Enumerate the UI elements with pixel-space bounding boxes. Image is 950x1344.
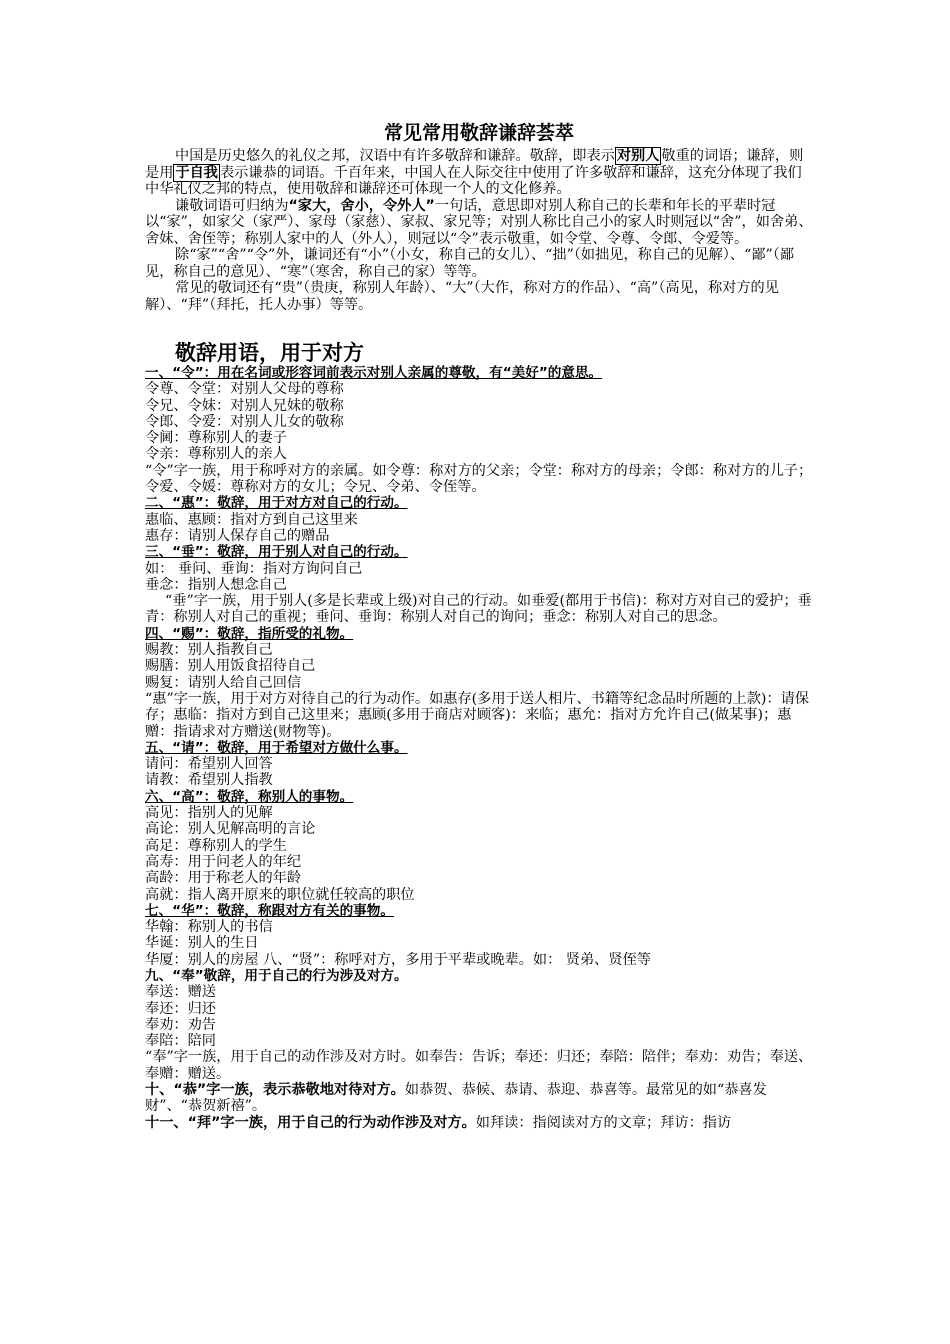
intro-paragraph-1 <box>145 148 813 198</box>
list-item: 高足：尊称别人的学生 <box>145 837 287 854</box>
section-10 <box>145 1082 813 1115</box>
intro-paragraph-4: 常见的敬词还有“贵”（贵庚，称别人年龄）、“大”（大作，称对方的作品）、“高”（高见，称对方的见解）、“拜”（拜托，托人办事）等等。 <box>145 280 779 313</box>
section-title: 敬辞用语，用于对方 <box>175 341 364 365</box>
section-heading-2: 二、“惠”：敬辞，用于对方对自己的行动。 <box>145 495 408 512</box>
list-item: 高论：别人见解高明的言论 <box>145 821 316 838</box>
section-heading-3: 三、“垂”：敬辞，用于别人对自己的行动。 <box>145 544 408 561</box>
intro <box>145 148 813 313</box>
list-item: 赐膳：别人用饭食招待自己 <box>145 658 316 675</box>
list-item: 垂念：指别人想念自己 <box>145 576 287 593</box>
list-item: 请问：希望别人回答 <box>145 756 273 773</box>
list-item: 赐复：请别人给自己回信 <box>145 674 302 691</box>
intro-text: 敬重的词语；谦辞，则是用 <box>145 148 804 181</box>
list-item: 惠临、惠顾：指对方到自己这里来 <box>145 511 358 528</box>
list-item: 惠存：请别人保存自己的赠品 <box>145 527 330 544</box>
section-11 <box>145 1115 813 1131</box>
list-item: 令兄、令妹：对别人兄妹的敬称 <box>145 397 344 414</box>
list-item: 赐教：别人指教自己 <box>145 642 273 659</box>
explanation-paragraph: “令”字一族，用于称呼对方的亲属。如令尊：称对方的父亲；令堂：称对方的母亲；令郎：称对方的儿子；令爱、令媛：尊称对方的女儿；令兄、令弟、令侄等。 <box>145 462 813 496</box>
list-item: 华厦：别人的房屋 八、“贤”：称呼对方，多用于平辈或晚辈。如： 贤弟、贤侄等 <box>145 951 651 968</box>
explanation-paragraph: “垂”字一族，用于别人(多是长辈或上级)对自己的行动。如垂爱(都用于书信)：称对方对自己的爱护；垂青：称别人对自己的重视；垂问、垂询：称别人对自己的询问；垂念：称别人对自己的思念。 <box>145 593 812 626</box>
section-heading-9: 九、“奉”敬辞，用于自己的行为涉及对方。 <box>145 967 408 984</box>
list-item: 华翰：称别人的书信 <box>145 919 273 936</box>
key-phrase: “家大，舍小，令外人” <box>288 197 435 214</box>
list-item: 奉还：归还 <box>145 1000 216 1017</box>
intro-paragraph-3: 除“家”“舍”“令”外，谦词还有“小”（小女，称自己的女儿）、“拙”（如拙见，称自己的见解）、“鄙”（鄙见，称自己的意见）、“寒”（寒舍，称自己的家）等等。 <box>145 247 795 280</box>
boxed-term: 于自我 <box>175 164 218 181</box>
section-heading-7: 七、“华”：敬辞，称跟对方有关的事物。 <box>145 902 394 919</box>
list-item: 奉劝：劝告 <box>145 1016 216 1033</box>
section-10-text: 如恭贺、恭候、恭请、恭迎、恭喜等。最常见的如“恭喜发财”、“恭贺新禧”。 <box>145 1082 767 1115</box>
list-item: 高寿：用于问老人的年纪 <box>145 853 302 870</box>
boxed-term: 对别人 <box>616 148 660 164</box>
list-item: 高就：指人离开原来的职位就任较高的职位 <box>145 886 415 903</box>
intro-text: 谦敬词语可归纳为 <box>175 197 289 214</box>
section-heading-10: 十、“恭”字一族，表示恭敬地对待对方。 <box>145 1082 405 1099</box>
section-heading-5: 五、“请”：敬辞，用于希望对方做什么事。 <box>145 739 408 756</box>
explanation-paragraph: “惠”字一族，用于对方对待自己的行为动作。如惠存(多用于送人相片、书籍等纪念品时所题的上款)：请保存；惠临：指对方到自己这里来；惠顾(多用于商店对顾客)：来临；惠允：指对方允许自己(做某事)；惠赠：指请求对方赠送(财物等)。 <box>145 690 810 740</box>
intro-text: 表示谦恭的词语。千百年来，中国人在人际交往中使用了许多敬辞和谦辞，这充分体现了我们中华礼仪之邦的特点，使用敬辞和谦辞还可体现一个人的文化修养。 <box>145 164 802 197</box>
section-11-text: 如拜读：指阅读对方的文章；拜访：指访 <box>475 1114 732 1131</box>
list-item: 如： 垂问、垂询：指对方询问自己 <box>145 560 363 577</box>
honorific-list <box>145 365 813 1131</box>
section-heading-11: 十一、“拜”字一族，用于自己的行为动作涉及对方。 <box>145 1114 476 1131</box>
intro-paragraph-2 <box>145 198 813 248</box>
section-heading-1: 一、“令”：用在名词或形容词前表示对别人亲属的尊敬，有“美好”的意思。 <box>145 365 603 381</box>
list-item: 华诞：别人的生日 <box>145 935 259 952</box>
list-item: 请教：希望别人指教 <box>145 772 273 789</box>
section-heading-6: 六、“高”：敬辞，称别人的事物。 <box>145 788 354 805</box>
list-item: 令阃：尊称别人的妻子 <box>145 430 287 447</box>
page-title: 常见常用敬辞谦辞荟萃 <box>383 122 574 144</box>
spacer <box>145 313 813 341</box>
list-item: 高见：指别人的见解 <box>145 805 273 822</box>
list-item: 令郎、令爱：对别人儿女的敬称 <box>145 413 344 430</box>
intro-text: 中国是历史悠久的礼仪之邦，汉语中有许多敬辞和谦辞。敬辞，即表示 <box>175 148 615 164</box>
list-item: 奉送：赠送 <box>145 984 216 1001</box>
section-heading-4: 四、“赐”：敬辞，指所受的礼物。 <box>145 625 354 642</box>
list-item: 令尊、令堂：对别人父母的尊称 <box>145 381 344 398</box>
list-item: 奉陪：陪同 <box>145 1033 216 1050</box>
document-page <box>145 118 813 1131</box>
list-item: 令亲：尊称别人的亲人 <box>145 446 287 463</box>
intro-text: 一句话，意思即对别人称自己的长辈和年长的平辈时冠以“家”，如家父（家严）、家母（家慈）、家叔、家兄等；对别人称比自己小的家人时则冠以“舍”，如舍弟、舍妹、舍侄等；称别人家中的人（外人），则冠以“令”表示敬重，如令堂、令尊、令郎、令爱等。 <box>145 197 813 247</box>
list-item: 高龄：用于称老人的年龄 <box>145 870 302 887</box>
explanation-paragraph: “奉”字一族，用于自己的动作涉及对方时。如奉告：告诉；奉还：归还；奉陪：陪伴；奉劝：劝告；奉送、奉赠：赠送。 <box>145 1049 813 1082</box>
